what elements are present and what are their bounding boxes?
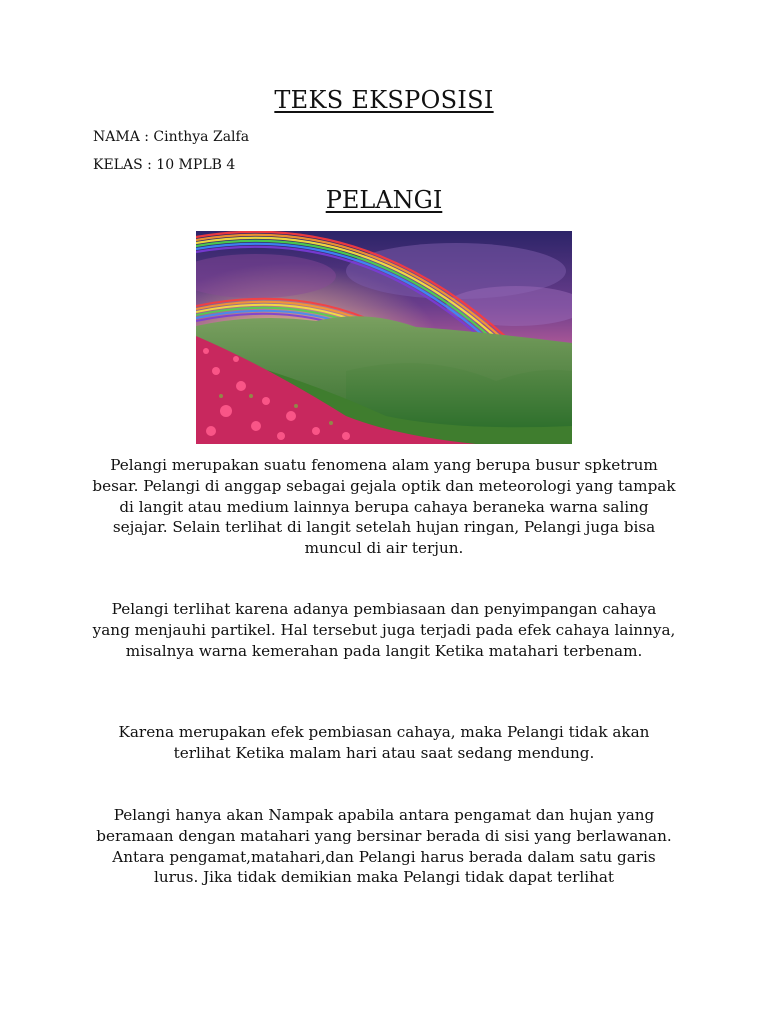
rainbow-landscape-photo <box>196 231 572 444</box>
paragraph: Pelangi merupakan suatu fenomena alam yang berupa busur spketrum besar. Pelangi di anggap sebagai gejala optik dan meteorologi yang tampak di langit atau medium lainnya berupa cahaya beraneka warna saling sejajar. Selain terlihat di langit setelah hujan ringan, Pelangi juga bisa muncul di air terjun. <box>92 456 676 558</box>
document-title: TEKS EKSPOSISI <box>274 86 494 114</box>
paragraph: Pelangi hanya akan Nampak apabila antara pengamat dan hujan yang beramaan dengan matahari yang bersinar berada di sisi yang berlawanan. Antara pengamat,matahari,dan Pelangi harus berada dalam satu garis lurus. Jika tidak demikian maka Pelangi tidak dapat terlihat <box>96 806 672 887</box>
student-class: KELAS : 10 MPLB 4 <box>93 157 236 173</box>
paragraph: Karena merupakan efek pembiasan cahaya, maka Pelangi tidak akan terlihat Ketika malam hari atau saat sedang mendung. <box>118 723 650 762</box>
section-title: PELANGI <box>325 186 443 214</box>
paragraph: Pelangi terlihat karena adanya pembiasaan dan penyimpangan cahaya yang menjauhi partikel. Hal tersebut juga terjadi pada efek cahaya lainnya, misalnya warna kemerahan pada langit Ketika matahari terbenam. <box>92 600 676 660</box>
student-name: NAMA : Cinthya Zalfa <box>93 129 250 145</box>
